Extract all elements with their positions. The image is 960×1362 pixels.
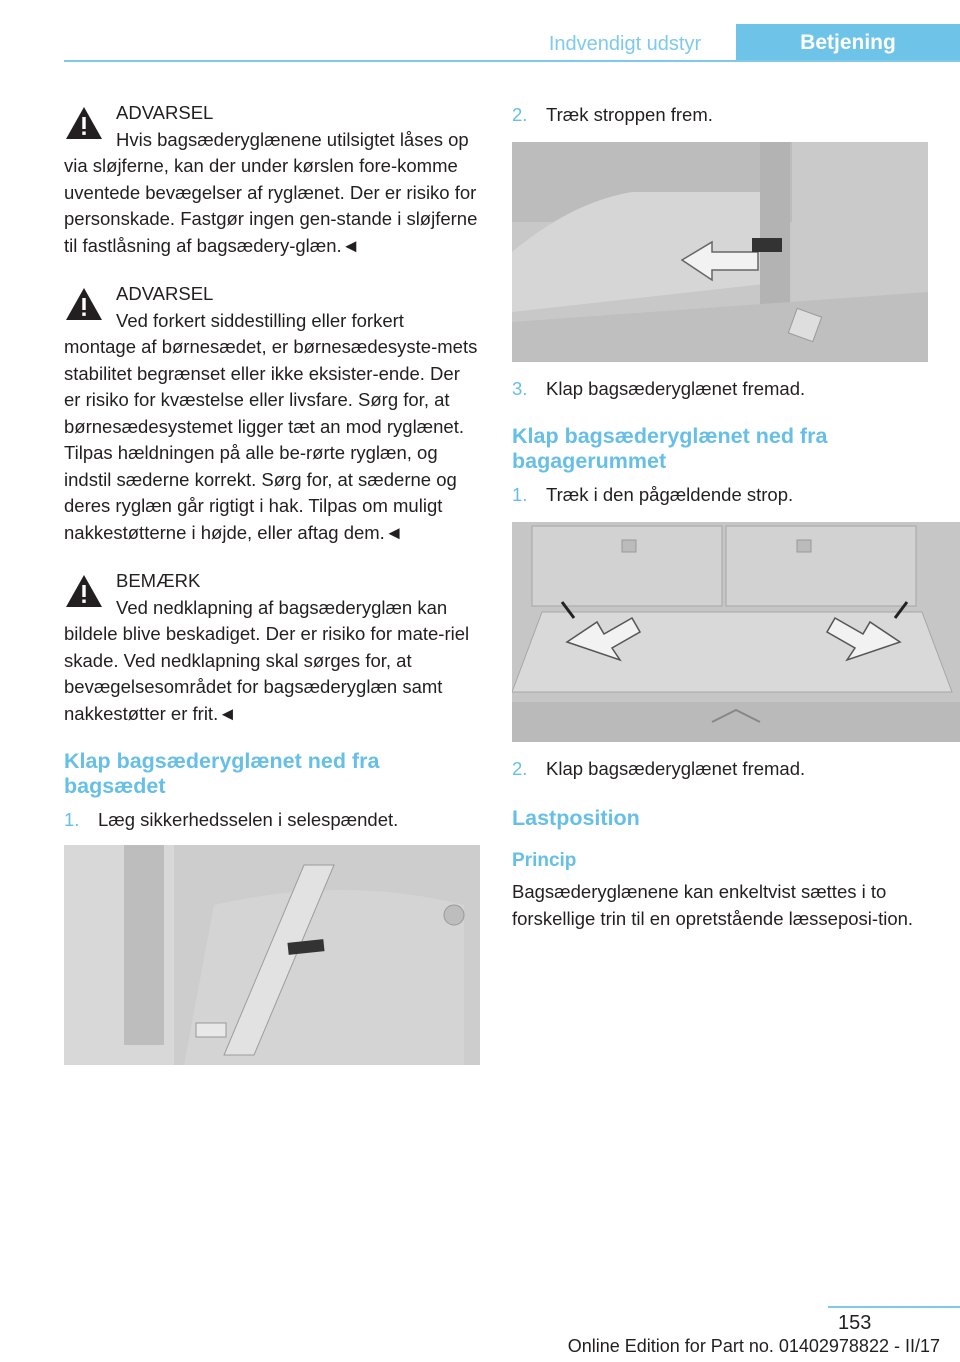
- header-chapter-tab: Betjening: [736, 24, 960, 62]
- subsection-heading: Princip: [512, 850, 577, 871]
- warning-title: ADVARSEL: [116, 283, 214, 304]
- list-item: [512, 102, 928, 128]
- step-number: 1.: [512, 484, 528, 505]
- step-text: Klap bagsæderyglænet fremad.: [546, 758, 806, 779]
- step-number: 2.: [512, 104, 528, 125]
- warning-block: [64, 281, 480, 546]
- step-number: 2.: [512, 758, 528, 779]
- section-heading: Klap bagsæderyglænet ned fra bagsædet: [64, 749, 380, 798]
- warning-text: Hvis bagsæderyglænene utilsigtet låses op via sløjferne, kan der under kørslen fore-komme uventede bevægelser af ryglænet. Der er risiko for personskade. Fastgør ingen gen-stande i sløjferne til fastlåsning af bagsædery-glæn.◄: [64, 128, 478, 256]
- header-section-title: Indvendigt udstyr: [548, 33, 702, 55]
- notice-block: [64, 568, 480, 727]
- step-text: Træk i den pågældende strop.: [546, 484, 794, 505]
- section-heading: Lastposition: [512, 806, 640, 830]
- page-number: 153: [838, 1312, 872, 1334]
- seatbelt-buckle-illustration: [64, 845, 480, 1065]
- luggage-compartment-illustration: [512, 522, 960, 742]
- warning-triangle-icon: [64, 105, 104, 141]
- list-item: [512, 376, 928, 402]
- right-column: [512, 100, 928, 932]
- step-text: Klap bagsæderyglænet fremad.: [546, 378, 806, 399]
- page-header: [0, 0, 960, 64]
- list-item: [512, 482, 928, 508]
- list-item: [512, 756, 928, 782]
- step-number: 1.: [64, 809, 80, 830]
- warning-title: ADVARSEL: [116, 102, 214, 123]
- warning-text: Ved forkert siddestilling eller forkert montage af børnesædet, er børnesædesyste-mets stabilitet begrænset eller ikke eksister-ende. Der er risiko for kvæstelse eller livsfare. Sørg for, at børnesædesystemet ligger tæt an mod ryglænet. Tilpas hældningen på alle be-rørte ryglæn, og indstil sæderne korrekt. Sørg for, at sæderne og deres ryglæn går rigtigt i hak. Tilpas om muligt nakkestøtterne i højde, eller aftag dem.◄: [64, 309, 478, 543]
- body-paragraph: Bagsæderyglænene kan enkeltvist sættes i to forskellige trin til en opretstående læsseposi-tion.: [512, 881, 914, 929]
- list-item: [64, 807, 480, 833]
- header-rule: [64, 60, 960, 62]
- step-text: Læg sikkerhedsselen i selespændet.: [98, 809, 399, 830]
- warning-triangle-icon: [64, 573, 104, 609]
- footer-rule: [828, 1306, 960, 1308]
- notice-text: Ved nedklapning af bagsæderyglæn kan bildele blive beskadiget. Der er risiko for mate-riel skade. Ved nedklapning skal sørges for, at bevægelsesområdet for bagsæderyglæn samt nakkestøtter er frit.◄: [64, 596, 470, 724]
- step-text: Træk stroppen frem.: [546, 104, 713, 125]
- section-heading: Klap bagsæderyglænet ned fra bagagerummet: [512, 424, 828, 473]
- edition-note: Online Edition for Part no. 01402978822 - II/17: [567, 1336, 940, 1356]
- left-column: [64, 100, 480, 1065]
- strap-pull-illustration: [512, 142, 928, 362]
- warning-triangle-icon: [64, 286, 104, 322]
- notice-title: BEMÆRK: [116, 570, 201, 591]
- step-number: 3.: [512, 378, 528, 399]
- warning-block: [64, 100, 480, 259]
